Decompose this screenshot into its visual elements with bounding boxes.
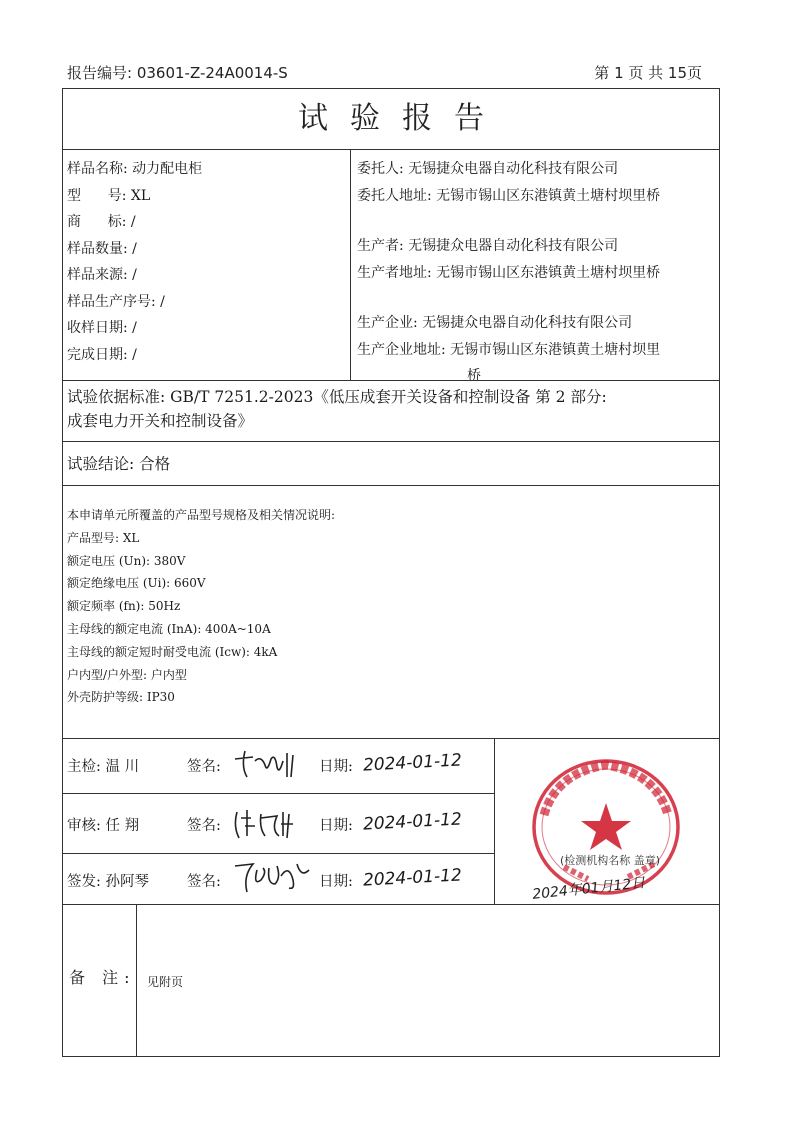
spec-line: 产品型号: XL [67, 530, 140, 545]
completed-date: 完成日期: / [67, 346, 137, 363]
approver-name: 签发: 孙阿琴 [67, 874, 149, 890]
manufacturer: 生产企业: 无锡捷众电器自动化科技有限公司 [357, 315, 633, 331]
info-section [63, 149, 719, 384]
report-number: 报告编号: 03601-Z-24A0014-S [67, 64, 288, 82]
sample-source: 样品来源: / [67, 267, 137, 283]
spec-line: 额定绝缘电压 (Ui): 660V [67, 576, 206, 591]
report-sheet [62, 88, 720, 1057]
reviewer-date-label: 日期: [319, 818, 353, 834]
seal-org-label: (检测机构名称 盖章) [560, 854, 661, 867]
sample-name: 样品名称: 动力配电柜 [67, 161, 203, 177]
spec-line: 额定电压 (Un): 380V [67, 553, 186, 568]
sample-serial: 样品生产序号: / [67, 293, 165, 310]
inspector-name: 主检: 温 川 [67, 759, 140, 775]
received-date: 收样日期: / [67, 320, 137, 336]
sample-model: 型 号: XL [67, 187, 151, 204]
standard-line-1: 试验依据标准: GB/T 7251.2-2023《低压成套开关设备和控制设备 第 2 部分: [67, 388, 607, 406]
approver-date: 2024-01-12 [362, 865, 463, 891]
test-standard [63, 380, 719, 441]
inspector-date: 2024-01-12 [362, 750, 463, 776]
product-specs [63, 485, 719, 738]
spec-line: 主母线的额定短时耐受电流 (Icw): 4kA [67, 644, 278, 659]
reviewer-name: 审核: 任 翔 [67, 818, 140, 834]
spec-line: 主母线的额定电流 (InA): 400A~10A [67, 621, 271, 636]
inspector-date-label: 日期: [319, 759, 353, 775]
reviewer-sign-label: 签名: [187, 818, 221, 834]
manufacturer-address: 生产企业地址: 无锡市锡山区东港镇黄土塘村坝里 [357, 341, 661, 358]
report-title: 试验报告 [298, 101, 506, 136]
approver-date-label: 日期: [319, 874, 353, 890]
spec-line: 外壳防护等级: IP30 [67, 690, 175, 705]
client-address: 委托人地址: 无锡市锡山区东港镇黄土塘村坝里桥 [357, 187, 661, 204]
sample-trademark: 商 标: / [67, 214, 136, 230]
seal-date: 2024年01月12日 [531, 875, 646, 903]
specs-intro: 本申请单元所覆盖的产品型号规格及相关情况说明: [67, 508, 336, 522]
sample-quantity: 样品数量: / [67, 240, 137, 257]
standard-line-2: 成套电力开关和控制设备》 [67, 412, 254, 430]
approver-sign-label: 签名: [187, 874, 221, 890]
test-conclusion: 试验结论: 合格 [63, 441, 719, 485]
reviewer-signature-icon [231, 804, 301, 842]
remarks-label: 备 注: [63, 905, 137, 1056]
reviewer-row [63, 793, 495, 853]
spec-line: 户内型/户外型: 户内型 [67, 667, 187, 682]
remarks-value: 见附页 [147, 975, 184, 989]
manufacturer-address-cont: 桥 [467, 368, 481, 384]
spec-line: 额定频率 (fn): 50Hz [67, 599, 181, 614]
page-info: 第 1 页 共 15页 [594, 64, 702, 82]
producer: 生产者: 无锡捷众电器自动化科技有限公司 [357, 238, 619, 254]
reviewer-date: 2024-01-12 [362, 809, 463, 835]
party-info [351, 150, 719, 384]
client: 委托人: 无锡捷众电器自动化科技有限公司 [357, 161, 619, 177]
inspector-sign-label: 签名: [187, 759, 221, 775]
approver-row [63, 853, 495, 904]
approver-signature-icon [231, 858, 315, 898]
inspector-signature-icon [231, 747, 297, 781]
sample-info [63, 150, 351, 380]
producer-address: 生产者地址: 无锡市锡山区东港镇黄土塘村坝里桥 [357, 264, 661, 281]
remarks-section [63, 904, 719, 1056]
